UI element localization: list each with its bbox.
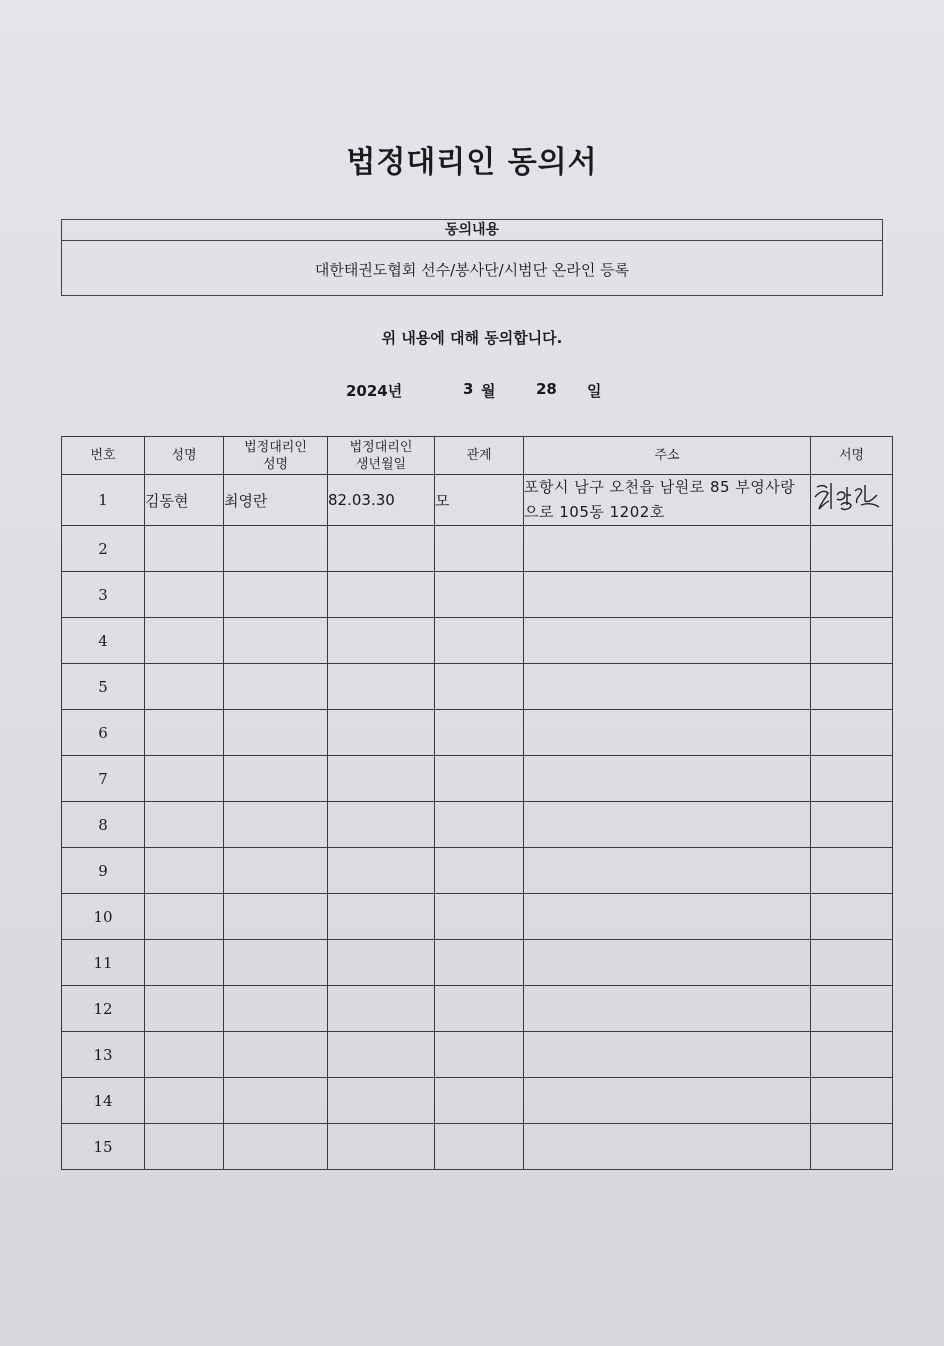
consent-header: 동의내용 <box>62 220 882 241</box>
table-row <box>62 710 893 756</box>
row-address <box>524 1078 811 1124</box>
consent-box <box>61 219 883 296</box>
row-number: 3 <box>62 572 145 618</box>
row-relation <box>435 940 524 986</box>
row-relation: 모 <box>435 475 524 526</box>
row-signature <box>811 618 893 664</box>
row-address <box>524 848 811 894</box>
row-relation <box>435 1032 524 1078</box>
row-guardian-name <box>224 848 328 894</box>
row-number: 12 <box>62 986 145 1032</box>
date-month: 3 <box>463 380 474 398</box>
row-name <box>145 940 224 986</box>
header-guardian-name <box>224 437 328 475</box>
row-guardian-birth <box>328 986 435 1032</box>
header-name: 성명 <box>145 437 224 475</box>
row-number: 1 <box>62 475 145 526</box>
date-month-unit: 월 <box>481 382 496 400</box>
row-name <box>145 1032 224 1078</box>
row-relation <box>435 710 524 756</box>
row-address <box>524 1032 811 1078</box>
row-number: 15 <box>62 1124 145 1170</box>
row-signature <box>811 572 893 618</box>
row-number: 10 <box>62 894 145 940</box>
row-name <box>145 664 224 710</box>
date-day: 28 <box>536 380 557 398</box>
table-row <box>62 894 893 940</box>
handwritten-signature <box>811 475 893 520</box>
row-relation <box>435 572 524 618</box>
row-guardian-name <box>224 618 328 664</box>
row-name <box>145 802 224 848</box>
row-guardian-birth <box>328 802 435 848</box>
table-row <box>62 940 893 986</box>
row-signature <box>811 1124 893 1170</box>
row-signature <box>811 894 893 940</box>
row-address <box>524 572 811 618</box>
table-row <box>62 802 893 848</box>
row-guardian-birth: 82.03.30 <box>328 475 435 526</box>
row-guardian-name <box>224 894 328 940</box>
header-guardian-birth-line2: 생년월일 <box>355 456 407 472</box>
row-guardian-birth <box>328 848 435 894</box>
row-relation <box>435 664 524 710</box>
row-guardian-name <box>224 1078 328 1124</box>
row-signature <box>811 475 893 526</box>
row-signature <box>811 526 893 572</box>
row-address <box>524 618 811 664</box>
header-guardian-birth <box>328 437 435 475</box>
table-row <box>62 756 893 802</box>
date-day-unit: 일 <box>587 382 602 400</box>
row-name <box>145 986 224 1032</box>
row-name <box>145 848 224 894</box>
row-number: 8 <box>62 802 145 848</box>
row-relation <box>435 526 524 572</box>
row-relation <box>435 756 524 802</box>
table-row <box>62 526 893 572</box>
table-row <box>62 1124 893 1170</box>
row-guardian-name <box>224 1124 328 1170</box>
row-guardian-birth <box>328 1032 435 1078</box>
row-signature <box>811 940 893 986</box>
header-relation: 관계 <box>435 437 524 475</box>
row-signature <box>811 1032 893 1078</box>
agreement-statement: 위 내용에 대해 동의합니다. <box>381 329 563 347</box>
row-name <box>145 756 224 802</box>
row-address <box>524 664 811 710</box>
row-signature <box>811 802 893 848</box>
row-guardian-name <box>224 940 328 986</box>
row-relation <box>435 894 524 940</box>
row-signature <box>811 710 893 756</box>
table-row <box>62 848 893 894</box>
row-number: 13 <box>62 1032 145 1078</box>
row-address <box>524 526 811 572</box>
table-row <box>62 618 893 664</box>
row-address <box>524 940 811 986</box>
row-number: 14 <box>62 1078 145 1124</box>
row-guardian-name <box>224 664 328 710</box>
row-guardian-name: 최영란 <box>224 475 328 526</box>
row-name <box>145 1078 224 1124</box>
registration-table <box>61 436 893 1170</box>
row-guardian-birth <box>328 618 435 664</box>
row-address: 포항시 남구 오천읍 남원로 85 부영사랑으로 105동 1202호 <box>524 475 811 526</box>
header-guardian-name-line1: 법정대리인 <box>244 439 307 455</box>
row-guardian-name <box>224 986 328 1032</box>
table-row <box>62 1032 893 1078</box>
row-name <box>145 1124 224 1170</box>
row-guardian-birth <box>328 526 435 572</box>
row-signature <box>811 848 893 894</box>
row-guardian-birth <box>328 664 435 710</box>
table-row <box>62 572 893 618</box>
row-guardian-name <box>224 526 328 572</box>
row-relation <box>435 986 524 1032</box>
row-number: 4 <box>62 618 145 664</box>
row-address <box>524 756 811 802</box>
row-signature <box>811 986 893 1032</box>
row-address <box>524 710 811 756</box>
row-guardian-name <box>224 710 328 756</box>
row-name <box>145 710 224 756</box>
row-guardian-birth <box>328 1124 435 1170</box>
header-number: 번호 <box>62 437 145 475</box>
row-name <box>145 618 224 664</box>
header-guardian-name-line2: 성명 <box>262 456 289 472</box>
row-number: 9 <box>62 848 145 894</box>
row-number: 7 <box>62 756 145 802</box>
row-relation <box>435 848 524 894</box>
row-relation <box>435 618 524 664</box>
row-relation <box>435 802 524 848</box>
row-name <box>145 894 224 940</box>
row-guardian-birth <box>328 710 435 756</box>
row-address <box>524 986 811 1032</box>
row-relation <box>435 1124 524 1170</box>
row-guardian-name <box>224 756 328 802</box>
row-number: 6 <box>62 710 145 756</box>
row-signature <box>811 664 893 710</box>
date-year: 2024년 <box>346 382 403 400</box>
row-number: 5 <box>62 664 145 710</box>
row-relation <box>435 1078 524 1124</box>
row-number: 11 <box>62 940 145 986</box>
table-row <box>62 1078 893 1124</box>
row-name <box>145 526 224 572</box>
row-signature <box>811 756 893 802</box>
table-row <box>62 475 893 526</box>
table-row <box>62 664 893 710</box>
row-guardian-birth <box>328 894 435 940</box>
row-number: 2 <box>62 526 145 572</box>
row-guardian-name <box>224 572 328 618</box>
row-name: 김동현 <box>145 475 224 526</box>
row-guardian-name <box>224 1032 328 1078</box>
row-address <box>524 894 811 940</box>
row-guardian-birth <box>328 756 435 802</box>
row-guardian-name <box>224 802 328 848</box>
header-guardian-birth-line1: 법정대리인 <box>349 439 413 455</box>
row-guardian-birth <box>328 1078 435 1124</box>
row-signature <box>811 1078 893 1124</box>
row-name <box>145 572 224 618</box>
row-guardian-birth <box>328 940 435 986</box>
consent-content: 대한태권도협회 선수/봉사단/시범단 온라인 등록 <box>314 261 630 279</box>
table-header-row <box>62 437 893 475</box>
header-signature: 서명 <box>811 437 893 475</box>
row-address <box>524 1124 811 1170</box>
document-title: 법정대리인 동의서 <box>346 145 598 180</box>
row-address <box>524 802 811 848</box>
header-address: 주소 <box>524 437 811 475</box>
row-guardian-birth <box>328 572 435 618</box>
table-row <box>62 986 893 1032</box>
